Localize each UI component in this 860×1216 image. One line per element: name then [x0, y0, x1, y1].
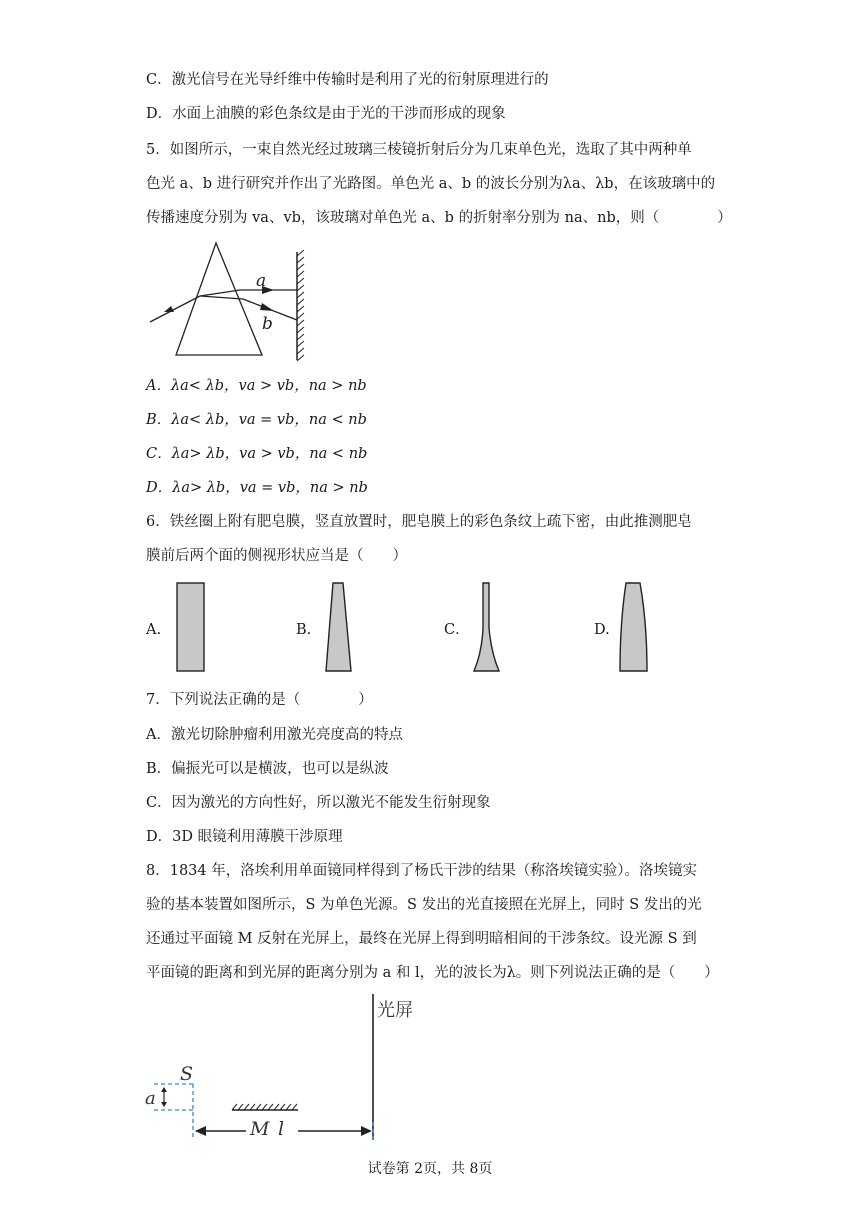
q6-option-a-label: A.	[146, 622, 162, 638]
ray-b-label: b	[262, 314, 273, 334]
q5-option-b: B．λa< λb，va = vb，na < nb	[146, 412, 367, 428]
film-shape-d	[616, 582, 652, 674]
q6-option-c-label: C．	[444, 622, 470, 638]
option-d-prev: D．水面上油膜的彩色条纹是由于光的干涉而形成的现象	[146, 106, 506, 122]
distance-a-label: a	[145, 1088, 156, 1109]
q8-stem-line1: 8．1834 年，洛埃利用单面镜同样得到了杨氏干涉的结果（称洛埃镜实验）。洛埃镜实	[146, 863, 697, 879]
page-footer: 试卷第 2页，共 8页	[367, 1161, 493, 1177]
ray-a-label: a	[256, 271, 267, 291]
q7-option-a: A．激光切除肿瘤利用激光亮度高的特点	[146, 727, 403, 743]
q6-option-b-label: B.	[296, 622, 312, 638]
q7-option-d: D．3D 眼镜利用薄膜干涉原理	[146, 829, 343, 845]
mirror-m-label: M	[250, 1118, 270, 1140]
q5-option-c: C．λa> λb，va > vb，na < nb	[146, 446, 368, 462]
prism-figure	[144, 240, 314, 365]
q8-stem-line2: 验的基本装置如图所示，S 为单色光源。S 发出的光直接照在光屏上，同时 S 发出的光	[146, 897, 702, 913]
q5-option-d: D．λa> λb，va = vb，na > nb	[146, 480, 368, 496]
q6-stem-line2: 膜前后两个面的侧视形状应当是（ ）	[146, 548, 407, 564]
q6-option-d-label: D.	[594, 622, 610, 638]
film-shape-a	[175, 582, 207, 674]
distance-l-label: l	[278, 1118, 285, 1140]
film-shape-b	[322, 582, 356, 674]
q5-stem-line2: 色光 a、b 进行研究并作出了光路图。单色光 a、b 的波长分别为λa、λb，在该玻璃中的	[146, 176, 716, 192]
q7-option-c: C．因为激光的方向性好，所以激光不能发生衍射现象	[146, 795, 491, 811]
q7-option-b: B．偏振光可以是横波，也可以是纵波	[146, 761, 389, 777]
film-shape-c	[470, 582, 504, 674]
q8-stem-line3: 还通过平面镜 M 反射在光屏上，最终在光屏上得到明暗相间的干涉条纹。设光源 S 到	[146, 931, 697, 947]
q6-stem-line1: 6．铁丝圈上附有肥皂膜，竖直放置时，肥皂膜上的彩色条纹上疏下密，由此推测肥皂	[146, 514, 692, 530]
q5-stem-line1: 5．如图所示，一束自然光经过玻璃三棱镜折射后分为几束单色光，选取了其中两种单	[146, 142, 692, 158]
screen-label: 光屏	[377, 1000, 413, 1021]
q5-stem-line3: 传播速度分别为 va、vb，该玻璃对单色光 a、b 的折射率分别为 na、nb，则（ ）	[146, 210, 732, 226]
q8-stem-line4: 平面镜的距离和到光屏的距离分别为 a 和 l，光的波长为λ。则下列说法正确的是（ ）	[146, 965, 719, 981]
q5-option-a: A．λa< λb，va > vb，na > nb	[146, 378, 367, 394]
lloyd-mirror-figure	[140, 992, 440, 1142]
q7-stem: 7．下列说法正确的是（ ）	[146, 692, 373, 708]
option-c-prev: C．激光信号在光导纤维中传输时是利用了光的衍射原理进行的	[146, 72, 549, 88]
source-s-label: S	[180, 1063, 194, 1085]
